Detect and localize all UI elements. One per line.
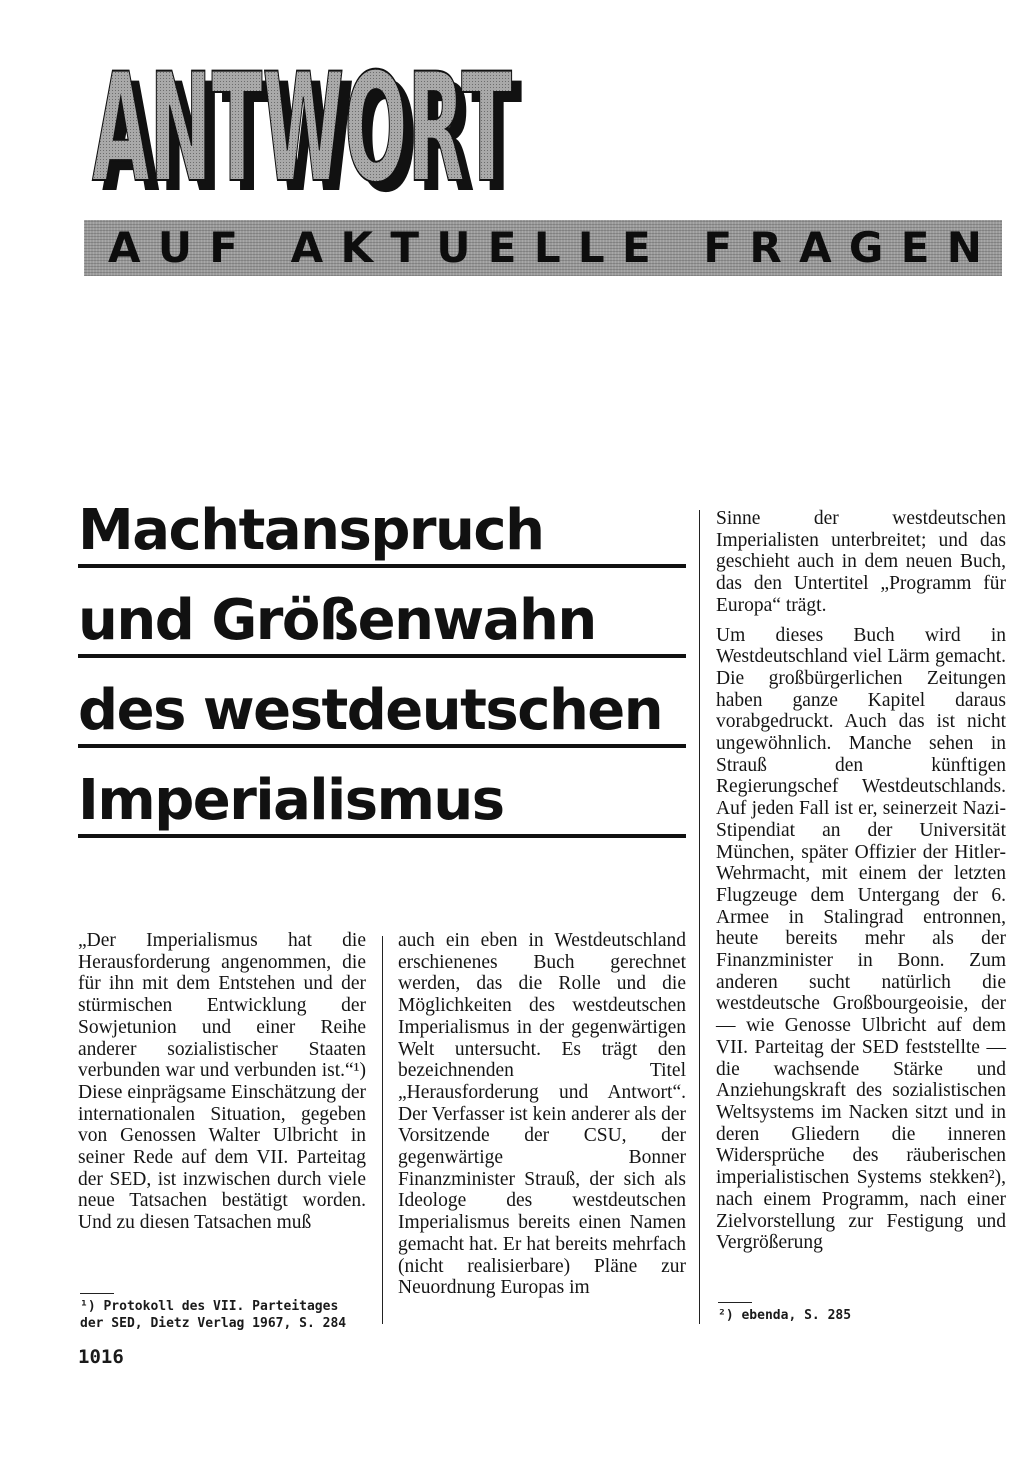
footnote-left <box>80 1298 370 1332</box>
body-column-right <box>716 508 1006 1254</box>
subtitle-letter: U <box>436 223 471 272</box>
masthead-title <box>88 60 528 200</box>
subtitle-letter: E <box>622 223 651 272</box>
masthead-subtitle <box>84 220 1002 276</box>
subtitle-letter: K <box>340 223 374 272</box>
column-divider <box>699 510 700 1324</box>
masthead-title-face: ANTWORT <box>92 60 512 200</box>
subtitle-letter: F <box>703 223 733 272</box>
page-number: 1016 <box>78 1346 124 1368</box>
masthead-title-shadow: ANTWORT <box>102 60 522 200</box>
subtitle-letter: N <box>946 223 982 272</box>
headline-line: und Größenwahn <box>78 588 686 658</box>
body-column-middle <box>398 930 686 1299</box>
subtitle-letter: U <box>157 223 192 272</box>
body-paragraph: Um dieses Buch wird in Westdeutschland viel Lärm gemacht. Die großbürgerlichen Zeitungen haben ganze Kapitel daraus vorabgedruckt. Auch das ist nicht ungewöhnlich. Manche sehen in Strauß den künftigen Regierungschef Westdeutschlands. Auf jeden Fall ist er, seinerzeit Nazi-Stipendiat an der Universität München, später Offizier der Hitler-Wehrmacht, mit einem der letzten Flugzeuge dem Untergang der 6. Armee in Stalingrad entronnen, heute bereits mehr als der Finanzminister in Bonn. Zum anderen sucht natürlich die westdeutsche Großbourgeoisie, der — wie Genosse Ulbricht auf dem VII. Parteitag der SED feststellte — die wachsende Stärke und Anziehungskraft des sozialistischen Weltsystems im Nacken sitzt und in deren Gliedern die inneren Widersprüche des räuberischen imperialistischen Systems stekken²), nach einem Programm, nach einer Zielvorstellung zur Festigung und Vergrößerung <box>716 624 1006 1254</box>
subtitle-letter: A <box>799 223 832 272</box>
footnote-line: ¹) Protokoll des VII. Parteitages <box>80 1299 339 1314</box>
headline-line: Machtanspruch <box>78 498 686 568</box>
headline-line: Imperialismus <box>78 768 686 838</box>
subtitle-letter: E <box>900 223 930 272</box>
subtitle-letter: L <box>577 223 605 272</box>
body-paragraph: auch ein eben in Westdeutschland erschienenes Buch gerechnet werden, das die Rolle und die Möglichkeiten des westdeutschen Imperialismus in der gegenwärtigen Welt untersucht. Es trägt den bezeichnenden Titel „Herausforderung und Antwort“. Der Verfasser ist kein anderer als der Vorsitzende der CSU, der gegenwärtige Bonner Finanzminister Strauß, der sich als Ideologe des westdeutschen Imperialismus bereits einen Namen gemacht hat. Er hat bereits mehrfach (nicht realisierbare) Pläne zur Neuordnung Europas im <box>398 930 686 1299</box>
subtitle-letter: T <box>390 223 420 272</box>
subtitle-letter: A <box>108 223 141 272</box>
subtitle-letter: G <box>848 223 884 272</box>
footnote-rule <box>80 1293 114 1294</box>
body-column-left <box>78 930 366 1234</box>
footnote-right: ²) ebenda, S. 285 <box>718 1308 852 1323</box>
subtitle-letter: E <box>487 223 517 272</box>
subtitle-letter: F <box>209 223 238 272</box>
subtitle-letter: L <box>533 223 561 272</box>
footnote-rule <box>718 1302 752 1303</box>
body-paragraph: Sinne der westdeutschen Imperialisten unterbreitet; und das geschieht auch in dem neuen Buch, das den Untertitel „Programm für Europa“ trägt. <box>716 508 1006 616</box>
footnote-line: der SED, Dietz Verlag 1967, S. 284 <box>80 1316 347 1331</box>
subtitle-letter: R <box>749 223 782 272</box>
subtitle-letter: A <box>290 223 324 272</box>
headline-line: des westdeutschen <box>78 678 686 748</box>
body-paragraph: „Der Imperialismus hat die Herausforderung angenommen, die für ihn mit dem Entstehen und der stürmischen Entwicklung der Sowjetunion und einer Reihe anderer sozialistischer Staaten verbunden war und verbunden ist.“¹) Diese einprägsame Einschätzung der internationalen Situation, gegeben von Genossen Walter Ulbricht in seiner Rede auf dem VII. Parteitag der SED, ist inzwischen durch viele neue Tatsachen bestätigt worden. Und zu diesen Tatsachen muß <box>78 930 366 1234</box>
column-divider <box>382 936 383 1324</box>
article-headline <box>78 498 686 858</box>
